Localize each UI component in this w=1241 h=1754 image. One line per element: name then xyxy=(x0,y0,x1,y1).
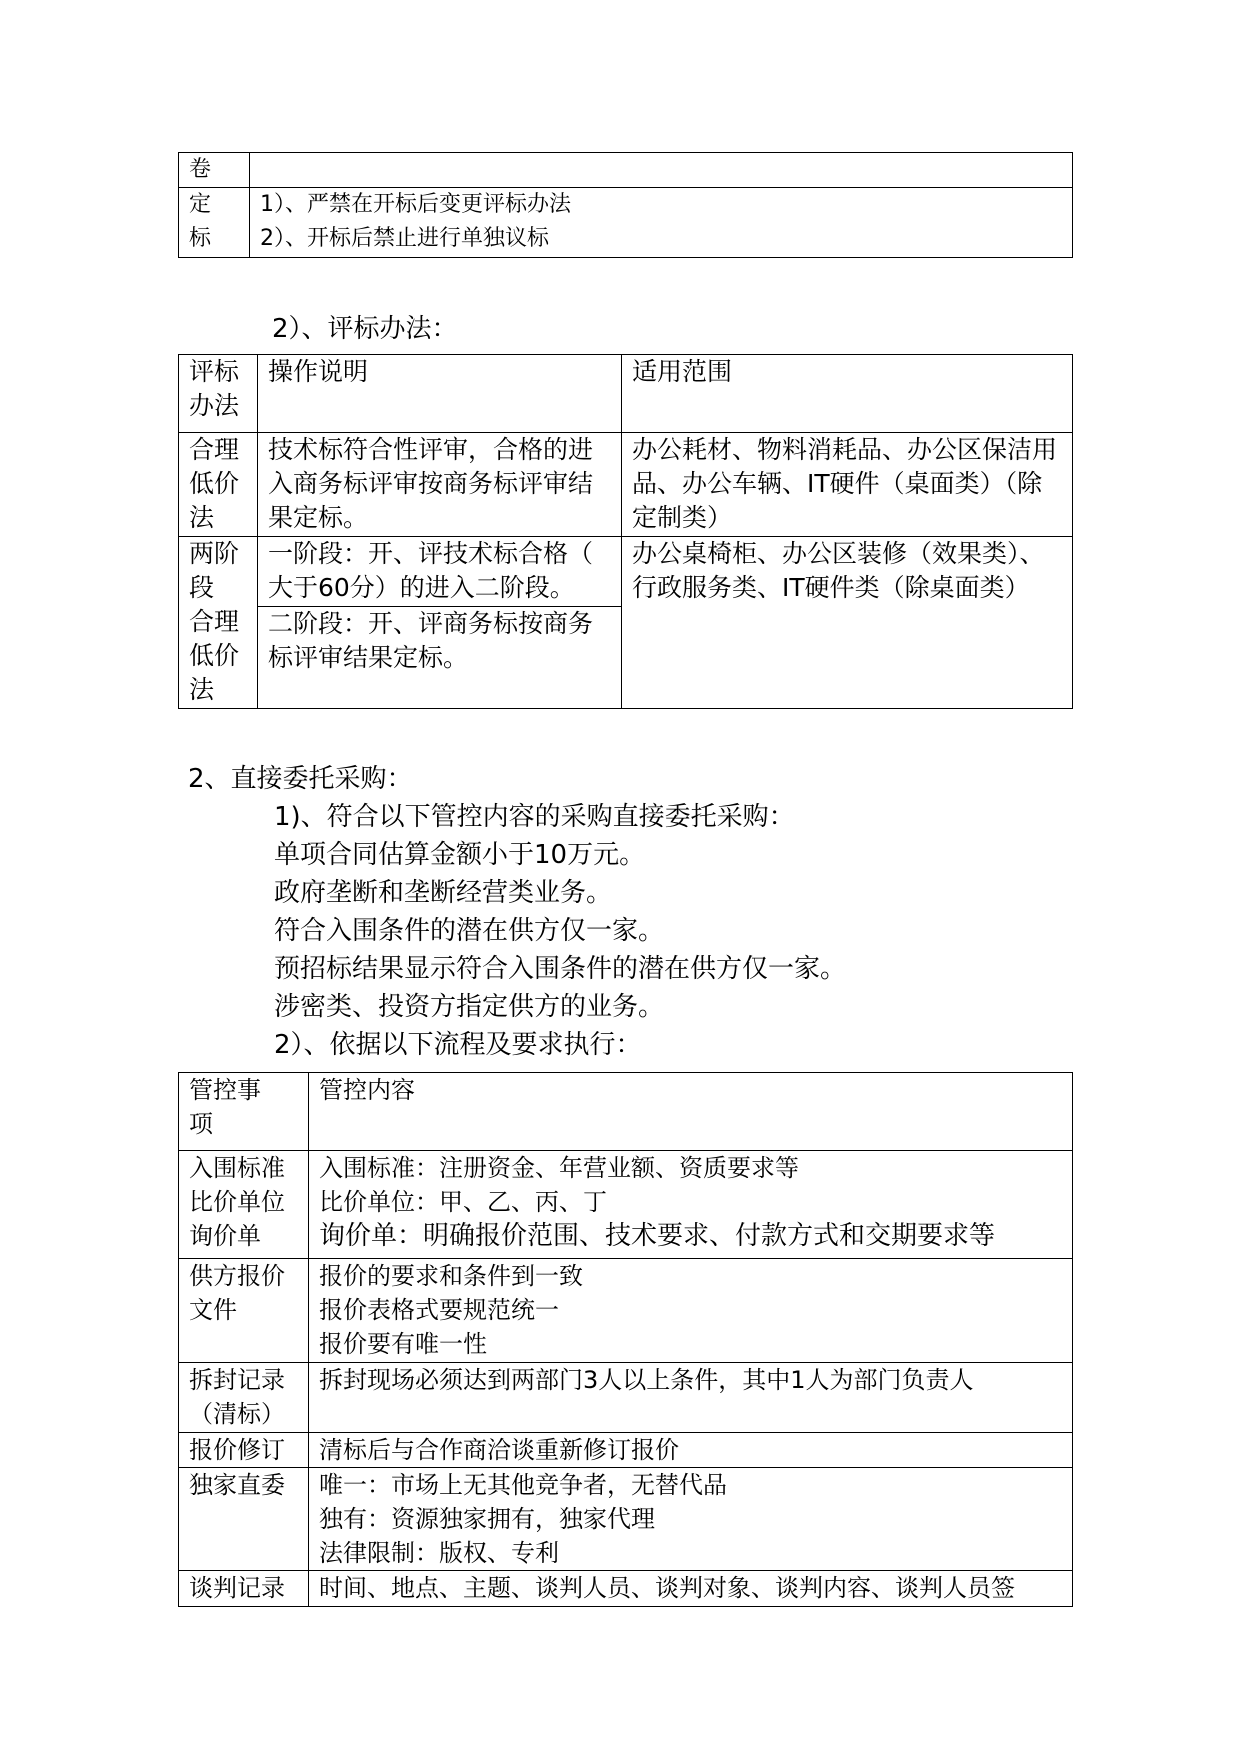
item-text: 文件 xyxy=(189,1296,237,1324)
row-content-cell xyxy=(250,153,1073,188)
control-items-table xyxy=(178,1072,1073,1607)
conditions-list xyxy=(274,836,846,1026)
item-cell xyxy=(179,1363,309,1433)
item-text: 询价单 xyxy=(189,1222,261,1250)
table-row xyxy=(179,1571,1073,1607)
description-text: 果定标。 xyxy=(268,503,369,532)
header-text: 操作说明 xyxy=(268,357,369,386)
table-row xyxy=(179,1151,1073,1259)
header-cell-item xyxy=(179,1073,309,1151)
content-text: 独有：资源独家拥有，独家代理 xyxy=(319,1505,655,1533)
content-text: 比价单位：甲、乙、丙、丁 xyxy=(319,1188,607,1216)
item-cell xyxy=(179,1433,309,1468)
table-row xyxy=(179,1468,1073,1571)
description-text: 技术标符合性评审，合格的进 xyxy=(268,435,594,464)
content-text: 报价的要求和条件到一致 xyxy=(319,1262,583,1290)
subheading: 1)、符合以下管控内容的采购直接委托采购： xyxy=(274,802,795,832)
item-cell xyxy=(179,1571,309,1607)
table-row xyxy=(179,537,1073,607)
list-item: 符合入围条件的潜在供方仅一家。 xyxy=(274,916,665,946)
header-text: 项 xyxy=(189,1110,213,1138)
section-heading: 2）、评标办法： xyxy=(272,314,458,344)
section-heading: 2、直接委托采购： xyxy=(188,764,413,794)
content-text: 时间、地点、主题、谈判人员、谈判对象、谈判内容、谈判人员签 xyxy=(319,1574,1015,1602)
scope-cell xyxy=(622,537,1073,709)
content-cell xyxy=(309,1571,1073,1607)
method-text: 法 xyxy=(189,675,215,704)
list-item: 预招标结果显示符合入围条件的潜在供方仅一家。 xyxy=(274,954,847,984)
row-label: 标 xyxy=(189,226,212,251)
list-item: 政府垄断和垄断经营类业务。 xyxy=(274,878,613,908)
row-content: 2）、开标后禁止进行单独议标 xyxy=(260,226,549,251)
scope-text: 办公耗材、物料消耗品、办公区保洁用 xyxy=(632,435,1058,464)
content-text: 入围标准：注册资金、年营业额、资质要求等 xyxy=(319,1154,799,1182)
item-cell xyxy=(179,1468,309,1571)
header-text: 管控事 xyxy=(189,1076,261,1104)
scope-text: 办公桌椅柜、办公区装修（效果类）、 xyxy=(632,539,1045,568)
item-text: 供方报价 xyxy=(189,1262,285,1290)
scope-text: 定制类） xyxy=(632,503,733,532)
scope-cell xyxy=(622,433,1073,537)
table-row xyxy=(179,1363,1073,1433)
row-content-cell xyxy=(250,188,1073,258)
content-text: 唯一：市场上无其他竞争者，无替代品 xyxy=(319,1471,727,1499)
stage1-cell xyxy=(258,537,622,607)
header-cell-scope xyxy=(622,355,1073,433)
header-cell-content xyxy=(309,1073,1073,1151)
method-text: 法 xyxy=(189,503,215,532)
stage2-text: 标评审结果定标。 xyxy=(268,643,469,672)
stage2-cell xyxy=(258,607,622,709)
row-content: 1）、严禁在开标后变更评标办法 xyxy=(260,192,571,217)
content-cell xyxy=(309,1363,1073,1433)
list-item: 单项合同估算金额小于10万元。 xyxy=(274,840,646,870)
table-row xyxy=(179,1433,1073,1468)
item-text: 比价单位 xyxy=(189,1188,285,1216)
table-row xyxy=(179,433,1073,537)
subheading: 2）、依据以下流程及要求执行： xyxy=(274,1030,642,1060)
content-cell xyxy=(309,1433,1073,1468)
table-header-row xyxy=(179,1073,1073,1151)
content-cell xyxy=(309,1151,1073,1259)
header-text: 管控内容 xyxy=(319,1076,415,1104)
scope-text: 品、办公车辆、IT硬件（桌面类）（除 xyxy=(632,469,1043,498)
content-text: 拆封现场必须达到两部门3人以上条件，其中1人为部门负责人 xyxy=(319,1366,974,1394)
evaluation-method-table xyxy=(178,354,1073,709)
description-text: 入商务标评审按商务标评审结 xyxy=(268,469,594,498)
scope-text: 行政服务类、IT硬件类（除桌面类） xyxy=(632,573,1030,602)
content-text: 报价表格式要规范统一 xyxy=(319,1296,559,1324)
content-text: 询价单：明确报价范围、技术要求、付款方式和交期要求等 xyxy=(319,1221,996,1251)
method-text: 两阶 xyxy=(189,539,240,568)
method-text: 低价 xyxy=(189,469,240,498)
item-cell xyxy=(179,1151,309,1259)
content-text: 报价要有唯一性 xyxy=(319,1330,487,1358)
item-text: 谈判记录 xyxy=(189,1574,285,1602)
method-text: 低价 xyxy=(189,641,240,670)
method-cell xyxy=(179,433,258,537)
item-cell xyxy=(179,1259,309,1363)
header-cell-description xyxy=(258,355,622,433)
item-text: 入围标准 xyxy=(189,1154,285,1182)
method-cell xyxy=(179,537,258,709)
item-text: 拆封记录 xyxy=(189,1366,285,1394)
item-text: 独家直委 xyxy=(189,1471,285,1499)
stage1-text: 一阶段：开、评技术标合格（ xyxy=(268,539,594,568)
row-label: 定 xyxy=(189,192,212,217)
method-text: 合理 xyxy=(189,607,240,636)
header-text: 评标 xyxy=(189,357,240,386)
content-cell xyxy=(309,1259,1073,1363)
row-label: 卷 xyxy=(189,157,212,182)
table-header-row xyxy=(179,355,1073,433)
row-label-cell xyxy=(179,153,250,188)
stage1-text: 大于60分）的进入二阶段。 xyxy=(268,573,575,602)
stage2-text: 二阶段：开、评商务标按商务 xyxy=(268,609,594,638)
award-rules-table xyxy=(178,152,1073,258)
header-text: 适用范围 xyxy=(632,357,733,386)
header-cell-method xyxy=(179,355,258,433)
header-text: 办法 xyxy=(189,391,240,420)
table-row xyxy=(179,153,1073,188)
list-item: 涉密类、投资方指定供方的业务。 xyxy=(274,992,665,1022)
item-text: （清标） xyxy=(189,1400,285,1428)
method-text: 段 xyxy=(189,573,215,602)
table-row xyxy=(179,1259,1073,1363)
content-cell xyxy=(309,1468,1073,1571)
item-text: 报价修订 xyxy=(189,1436,285,1464)
row-label-cell xyxy=(179,188,250,258)
description-cell xyxy=(258,433,622,537)
content-text: 法律限制：版权、专利 xyxy=(319,1539,559,1567)
method-text: 合理 xyxy=(189,435,240,464)
table-row xyxy=(179,188,1073,258)
content-text: 清标后与合作商洽谈重新修订报价 xyxy=(319,1436,679,1464)
